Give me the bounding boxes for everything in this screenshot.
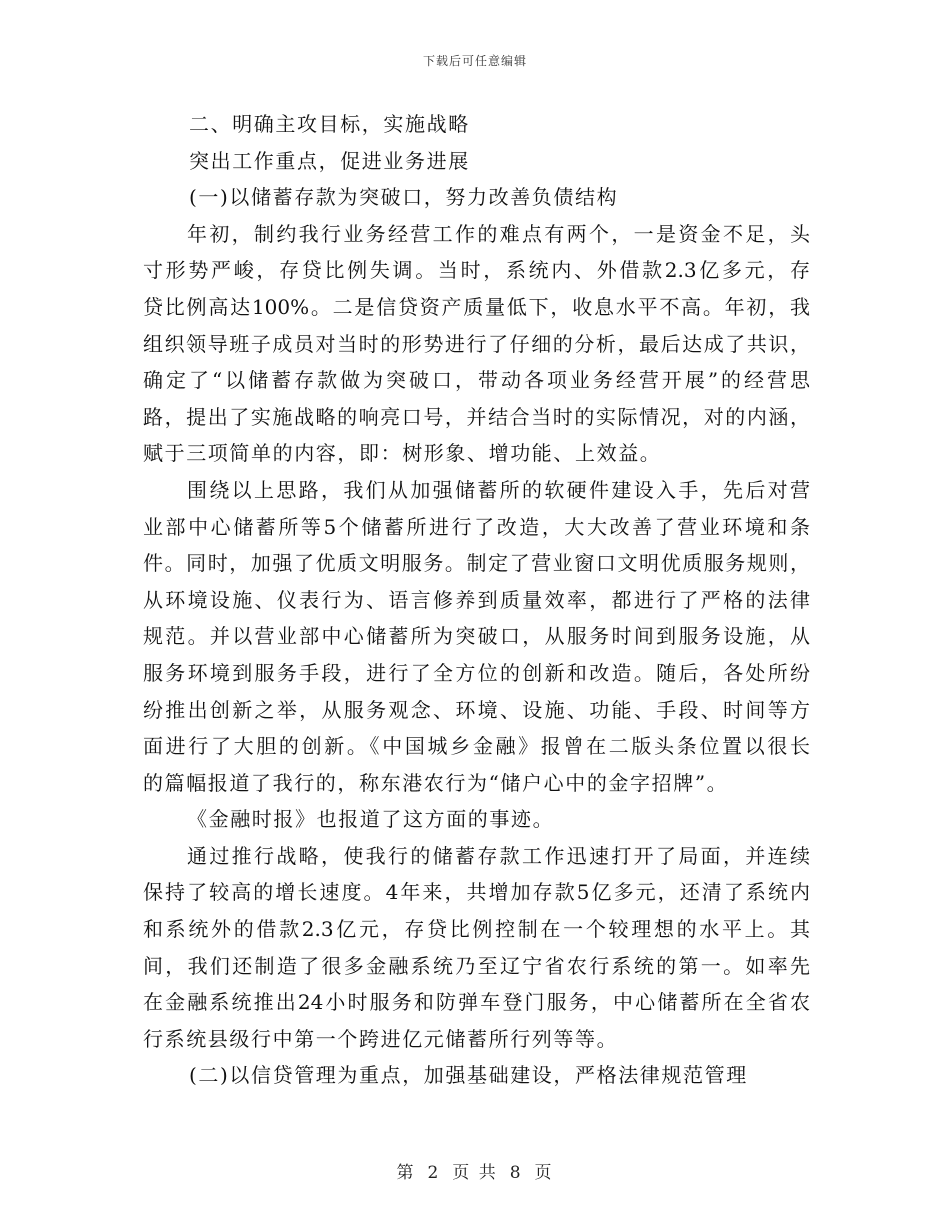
document-body	[143, 106, 810, 1094]
paragraph-line: 规范。并以营业部中心储蓄所为突破口，从服务时间到服务设施，从	[143, 624, 810, 649]
section-title-savings: (一)以储蓄存款为突破口，努力改善负债结构	[189, 185, 619, 210]
footer-current-page: 2	[427, 1163, 441, 1183]
paragraph-line: 年初，制约我行业务经营工作的难点有两个，一是资金不足，头	[187, 221, 810, 246]
paragraph-line: 行系统县级行中第一个跨进亿元储蓄所行列等等。	[143, 1026, 619, 1051]
paragraph-line: 和系统外的借款2.3亿元，存贷比例控制在一个较理想的水平上。其	[143, 917, 810, 942]
paragraph-line: 从环境设施、仪表行为、语言修养到质量效率，都进行了严格的法律	[143, 587, 810, 612]
paragraph-line: 围绕以上思路，我们从加强储蓄所的软硬件建设入手，先后对营	[187, 477, 810, 502]
footer-middle: 页 共	[452, 1163, 498, 1183]
paragraph-results	[143, 838, 810, 1058]
paragraph-line: 业部中心储蓄所等5个储蓄所进行了改造，大大改善了营业环境和条	[143, 514, 810, 539]
paragraph-line: 寸形势严峻，存贷比例失调。当时，系统内、外借款2.3亿多元，存	[143, 258, 810, 283]
footer-suffix: 页	[534, 1163, 554, 1183]
paragraph-line: 通过推行战略，使我行的储蓄存款工作迅速打开了局面，并连续	[187, 843, 810, 868]
paragraph-financial-times: 《金融时报》也报道了这方面的事迹。	[187, 807, 555, 832]
paragraph-line: 路，提出了实施战略的响亮口号，并结合当时的实际情况，对的内涵，	[143, 404, 810, 429]
paragraph-line: 面进行了大胆的创新。《中国城乡金融》报曾在二版头条位置以很长	[143, 734, 810, 759]
paragraph-line: 服务环境到服务手段，进行了全方位的创新和改造。随后，各处所纷	[143, 660, 810, 685]
heading-focus: 突出工作重点，促进业务进展	[189, 148, 470, 173]
paragraph-line: 在金融系统推出24小时服务和防弹车登门服务，中心储蓄所在全省农	[143, 990, 810, 1015]
paragraph-service-improvement	[143, 472, 810, 801]
footer-prefix: 第	[396, 1163, 416, 1183]
paragraph-line: 赋于三项简单的内容，即：树形象、增功能、上效益。	[143, 441, 662, 466]
page-number-footer	[0, 1158, 950, 1183]
paragraph-difficulties	[143, 216, 810, 472]
section-title-credit: (二)以信贷管理为重点，加强基础建设，严格法律规范管理	[189, 1063, 748, 1088]
paragraph-line: 件。同时，加强了优质文明服务。制定了营业窗口文明优质服务规则，	[143, 551, 810, 576]
paragraph-line: 贷比例高达100%。二是信贷资产质量低下，收息水平不高。年初，我	[143, 294, 810, 319]
page-header-note: 下载后可任意编辑	[422, 54, 527, 68]
paragraph-line: 组织领导班子成员对当时的形势进行了仔细的分析，最后达成了共识，	[143, 331, 810, 356]
paragraph-line: 间，我们还制造了很多金融系统乃至辽宁省农行系统的第一。如率先	[143, 953, 810, 978]
paragraph-line: 的篇幅报道了我行的，称东港农行为“储户心中的金字招牌”。	[143, 770, 729, 795]
paragraph-line: 保持了较高的增长速度。4年来，共增加存款5亿多元，还清了系统内	[143, 880, 810, 905]
paragraph-line: 纷推出创新之举，从服务观念、环境、设施、功能、手段、时间等方	[143, 697, 810, 722]
heading-strategy: 二、明确主攻目标，实施战略	[189, 112, 470, 136]
footer-total-pages: 8	[509, 1163, 523, 1183]
paragraph-line: 确定了“以储蓄存款做为突破口，带动各项业务经营开展”的经营思	[143, 368, 810, 393]
